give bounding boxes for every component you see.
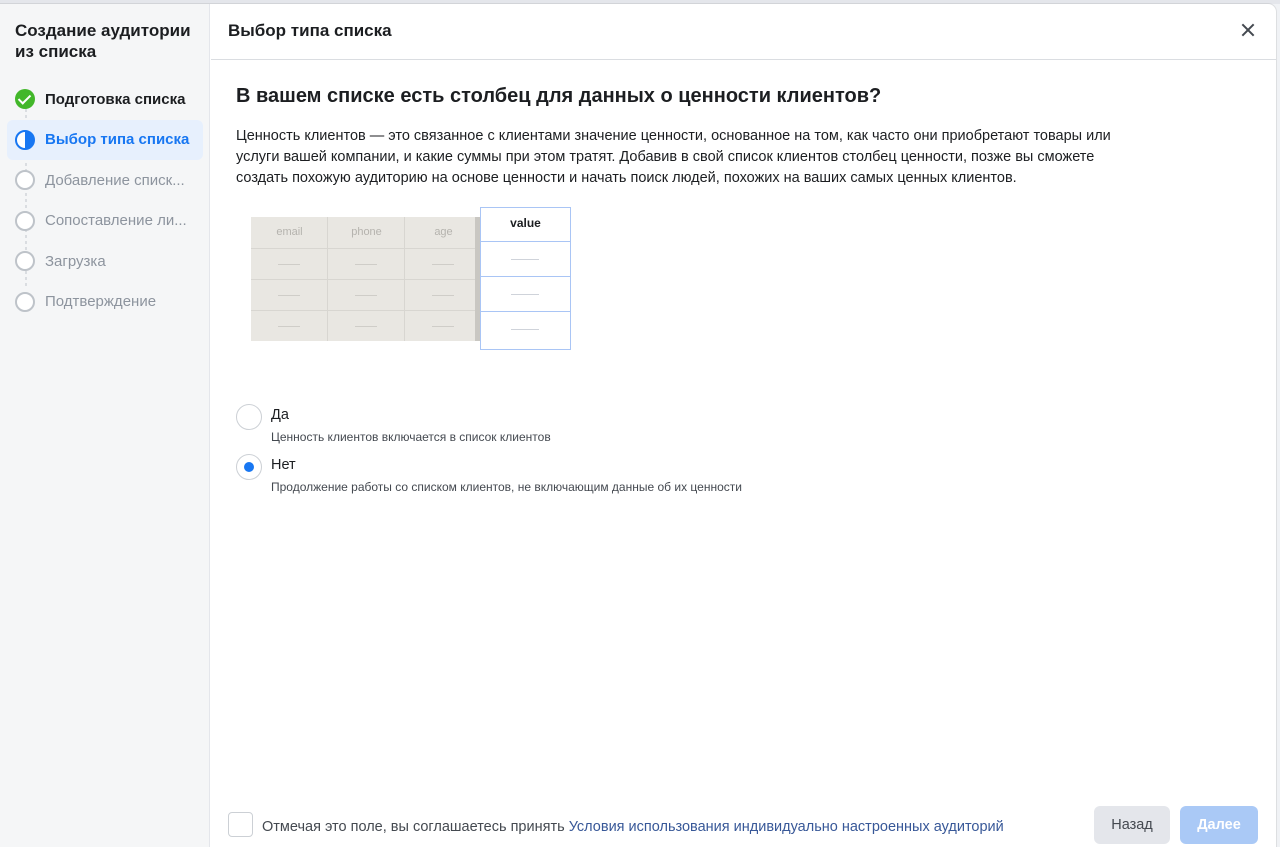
value-description: Ценность клиентов — это связанное с клиентами значение ценности, основанное на том, как часто они приобретают товары или услуги вашей компании, и какие суммы при этом тратят. Добавив в свой список клиентов столбец ценности, позже вы сможете создать похожую аудиторию на основе ценности и начать поиск людей, похожих на ваших самых ценных клиентов. <box>236 128 1111 186</box>
step-label: Подготовка списка <box>45 90 186 108</box>
question-heading: В вашем списке есть столбец для данных о ценности клиентов? <box>236 85 882 107</box>
value-column <box>480 207 571 350</box>
step-label: Выбор типа списка <box>45 131 190 149</box>
step-confirm <box>7 282 203 323</box>
option-no-description: Продолжение работы со списком клиентов, не включающим данные об их ценности <box>271 480 742 494</box>
empty-circle-icon <box>15 251 35 271</box>
row-divider <box>251 279 475 280</box>
back-button[interactable]: Назад <box>1094 806 1170 844</box>
dialog-footer <box>211 790 1276 847</box>
column-header-email: email <box>276 226 303 238</box>
placeholder-dash <box>432 295 454 296</box>
wizard-sidebar <box>0 4 210 847</box>
placeholder-dash <box>355 295 377 296</box>
terms-checkbox[interactable] <box>228 812 253 837</box>
check-circle-icon <box>15 89 35 109</box>
dialog-title: Выбор типа списка <box>228 21 392 40</box>
create-audience-dialog <box>0 4 1276 847</box>
value-cell <box>481 277 570 312</box>
option-yes-label: Да <box>271 407 289 423</box>
placeholder-dash <box>278 264 300 265</box>
terms-text <box>262 819 1004 835</box>
value-column-illustration <box>251 207 573 351</box>
step-upload <box>7 241 203 282</box>
value-cell <box>481 312 570 347</box>
step-label: Подтверждение <box>45 293 157 311</box>
step-label: Загрузка <box>45 252 106 270</box>
placeholder-dash <box>355 264 377 265</box>
dialog-header <box>211 4 1276 60</box>
close-icon[interactable] <box>1236 18 1260 42</box>
terms-prefix: Отмечая это поле, вы соглашаетесь принять <box>262 819 565 835</box>
empty-circle-icon <box>15 292 35 312</box>
empty-circle-icon <box>15 211 35 231</box>
radio-no[interactable] <box>236 454 262 480</box>
step-label: Сопоставление ли... <box>45 212 187 230</box>
placeholder-dash <box>432 264 454 265</box>
sample-table <box>251 217 481 341</box>
placeholder-dash <box>278 326 300 327</box>
column-header-age: age <box>434 226 453 238</box>
placeholder-dash <box>432 326 454 327</box>
step-map-identifiers <box>7 201 203 242</box>
step-add-list <box>7 160 203 201</box>
next-button[interactable]: Далее <box>1180 806 1258 844</box>
column-header-value: value <box>481 208 570 242</box>
empty-circle-icon <box>15 170 35 190</box>
wizard-steps <box>7 79 203 322</box>
step-choose-list-type[interactable] <box>7 120 203 161</box>
terms-link[interactable]: Условия использования индивидуально настроенных аудиторий <box>568 819 1004 835</box>
half-circle-icon <box>15 130 35 150</box>
row-divider <box>251 248 475 249</box>
option-yes-description: Ценность клиентов включается в список клиентов <box>271 430 551 444</box>
step-label: Добавление списк... <box>45 171 185 189</box>
step-prepare-list[interactable] <box>7 79 203 120</box>
radio-yes[interactable] <box>236 404 262 430</box>
placeholder-dash <box>278 295 300 296</box>
option-no-label: Нет <box>271 457 296 473</box>
column-header-phone: phone <box>351 226 382 238</box>
dialog-main <box>211 4 1276 847</box>
placeholder-dash <box>355 326 377 327</box>
value-cell <box>481 242 570 277</box>
sidebar-title: Создание аудитории из списка <box>15 21 191 61</box>
row-divider <box>251 310 475 311</box>
